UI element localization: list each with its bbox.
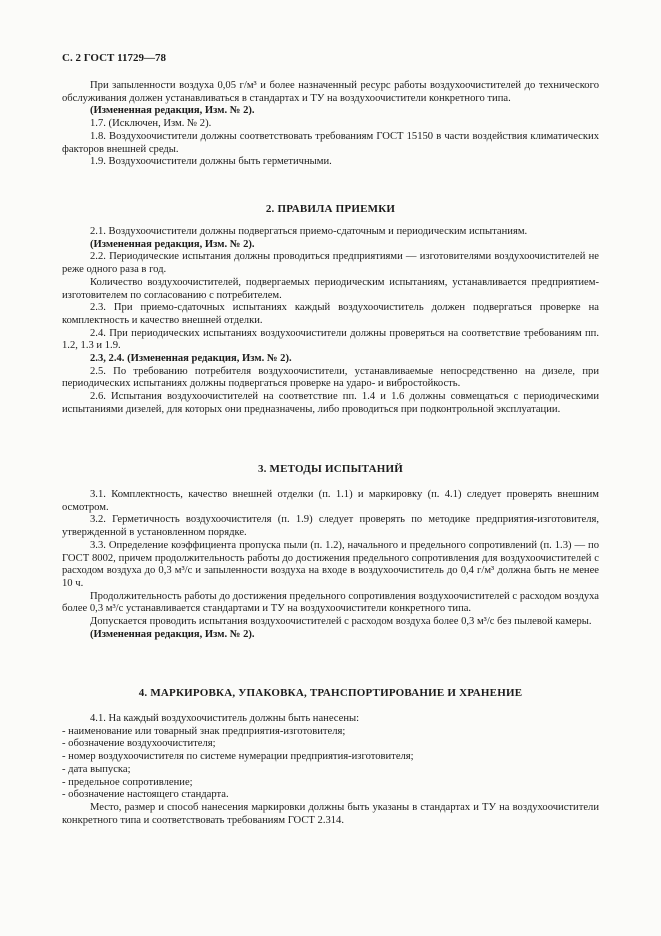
- paragraph: 1.8. Воздухоочистители должны соответствовать требованиям ГОСТ 15150 в части воздействия климатических факторов внешней среды.: [62, 130, 599, 155]
- paragraph: 1.7. (Исключен, Изм. № 2).: [90, 118, 212, 130]
- section-2-title: 2. ПРАВИЛА ПРИЕМКИ: [265, 203, 396, 215]
- paragraph: Допускается проводить испытания воздухоочистителей с расходом воздуха более 0,3 м³/с без пылевой камеры.: [90, 616, 592, 628]
- paragraph: Место, размер и способ нанесения маркировки должны быть указаны в стандартах и ТУ на воздухоочистители конкретного типа и соответствовать требованиям ГОСТ 2.314.: [62, 801, 599, 826]
- list-item: - обозначение настоящего стандарта.: [62, 789, 229, 801]
- paragraph: 4.1. На каждый воздухоочиститель должны быть нанесены:: [90, 713, 360, 724]
- paragraph: Количество воздухоочистителей, подвергаемых периодическим испытаниям, устанавливается предприятием-изготовителем по согласованию с потребителем.: [62, 276, 599, 301]
- section-3-body: [62, 489, 599, 641]
- section-4-title: 4. МАРКИРОВКА, УПАКОВКА, ТРАНСПОРТИРОВАНИЕ И ХРАНЕНИЕ: [138, 687, 523, 699]
- list-item: - обозначение воздухоочистителя;: [62, 738, 216, 750]
- list-item: - наименование или товарный знак предприятия-изготовителя;: [62, 725, 346, 737]
- amendment-note: 2.3, 2.4. (Измененная редакция, Изм. № 2).: [90, 353, 292, 365]
- section-4-body: [62, 713, 599, 827]
- paragraph: 2.4. При периодических испытаниях воздухоочистители должны проверяться на соответствие требованиям пп. 1.2, 1.3 и 1.9.: [62, 327, 599, 352]
- paragraph: 2.5. По требованию потребителя воздухоочистители, устанавливаемые непосредственно на дизеле, при периодических испытаниях должны подвергаться проверке на ударо- и вибростойкость.: [62, 365, 599, 390]
- amendment-note: (Измененная редакция, Изм. № 2).: [90, 105, 255, 117]
- amendment-note: (Измененная редакция, Изм. № 2).: [90, 628, 255, 640]
- paragraph: 1.9. Воздухоочистители должны быть герметичными.: [90, 156, 332, 168]
- paragraph: 2.1. Воздухоочистители должны подвергаться приемо-сдаточным и периодическим испытаниям.: [90, 226, 528, 237]
- marking-list: [62, 726, 599, 802]
- list-item: - номер воздухоочистителя по системе нумерации предприятия-изготовителя;: [62, 751, 414, 763]
- paragraph: 2.3. При приемо-сдаточных испытаниях каждый воздухоочиститель должен подвергаться проверке на комплектность и качество внешней отделки.: [62, 302, 599, 326]
- section-3-title: 3. МЕТОДЫ ИСПЫТАНИЙ: [257, 463, 404, 475]
- paragraph: 3.3. Определение коэффициента пропуска пыли (п. 1.2), начального и предельного сопротивлений (п. 1.3) — по ГОСТ 8002, причем продолжительность работы до достижения предельного сопротивления для воздухоочистителей с расходом воздуха до 0,3 м³/с и запыленности воздуха на входе в воздухоочиститель до 0,4 г/м³ должна быть не менее 10 ч.: [62, 539, 599, 589]
- paragraph: 3.2. Герметичность воздухоочистителя (п. 1.9) следует проверять по методике предприятия-изготовителя, утвержденной в установленном порядке.: [62, 514, 599, 539]
- paragraph: 3.1. Комплектность, качество внешней отделки (п. 1.1) и маркировку (п. 4.1) следует проверять внешним осмотром.: [62, 489, 599, 513]
- list-item: - дата выпуска;: [62, 763, 131, 775]
- list-item: - предельное сопротивление;: [62, 776, 193, 788]
- paragraph: Продолжительность работы до достижения предельного сопротивления воздухоочистителей с расходом воздуха более 0,3 м³/с устанавливается стандартами и ТУ на воздухоочистители конкретного типа.: [62, 590, 599, 615]
- intro-block: [62, 80, 599, 169]
- page-header: С. 2 ГОСТ 11729—78: [62, 52, 167, 64]
- paragraph: 2.6. Испытания воздухоочистителей на соответствие пп. 1.4 и 1.6 должны совмещаться с периодическими испытаниями дизелей, для которых они предназначены, либо проводиться при подконтрольной эксплуатации.: [62, 391, 599, 415]
- paragraph: 2.2. Периодические испытания должны проводиться предприятиями — изготовителями воздухоочистителей не реже одного раза в год.: [62, 251, 599, 276]
- amendment-note: (Измененная редакция, Изм. № 2).: [90, 238, 255, 250]
- section-2-body: [62, 226, 599, 417]
- paragraph: При запыленности воздуха 0,05 г/м³ и более назначенный ресурс работы воздухоочистителей до технического обслуживания должен устанавливаться в стандартах и ТУ на воздухоочистители конкретного типа.: [62, 80, 599, 104]
